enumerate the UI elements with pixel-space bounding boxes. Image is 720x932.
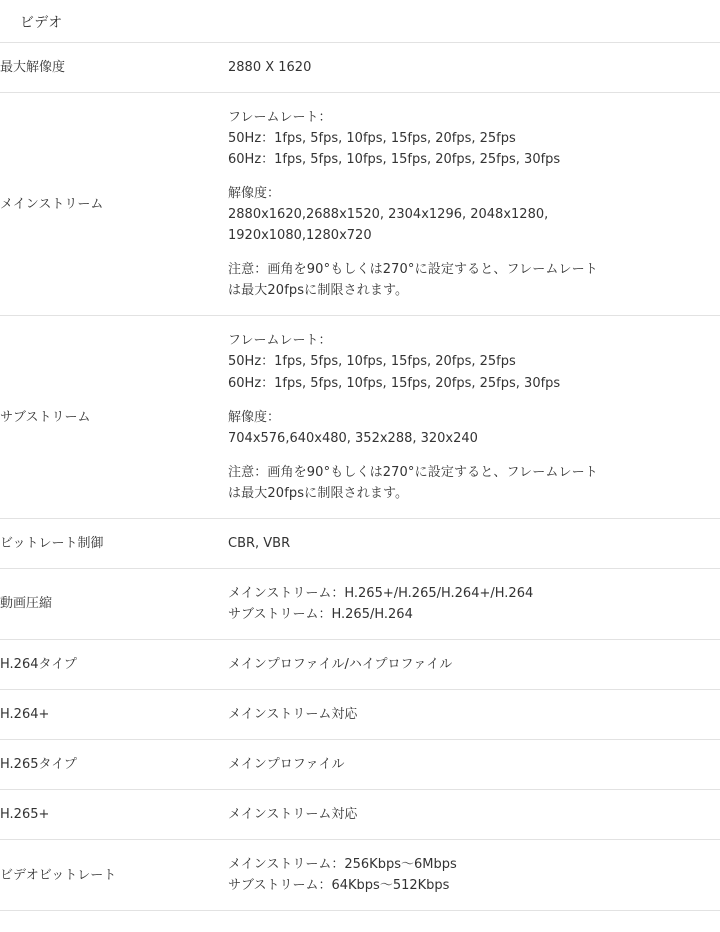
table-row xyxy=(0,790,720,840)
table-row xyxy=(0,518,720,568)
spec-value-cell xyxy=(228,518,720,568)
spec-label-cell: H.265+ xyxy=(0,807,50,823)
spec-value-line: は最大20fpsに制限されます。 xyxy=(228,485,409,501)
table-row xyxy=(0,43,720,93)
table-row xyxy=(0,639,720,689)
page-title: ビデオ xyxy=(20,15,63,31)
spec-value-line: 解像度： xyxy=(228,409,281,425)
spec-label-cell: メインストリーム xyxy=(0,196,104,212)
spec-label-cell: 動画圧縮 xyxy=(0,596,53,612)
table-row xyxy=(0,739,720,789)
spec-value-cell xyxy=(228,43,720,93)
spec-value-line: フレームレート： xyxy=(228,110,332,126)
table-row xyxy=(0,93,720,316)
spec-value-cell xyxy=(228,840,720,911)
table-row xyxy=(0,568,720,639)
spec-value-line: は最大20fpsに制限されます。 xyxy=(228,283,409,299)
spec-label-cell: サブストリーム xyxy=(0,409,91,425)
spec-value-line: メインストリーム：256Kbps〜6Mbps xyxy=(228,857,457,873)
spec-value-line: メインプロファイル xyxy=(228,756,345,772)
spec-value-cell xyxy=(228,316,720,518)
spec-value-cell xyxy=(228,93,720,316)
spec-value-line: 50Hz：1fps, 5fps, 10fps, 15fps, 20fps, 25fps xyxy=(228,131,516,147)
table-row xyxy=(0,840,720,911)
spec-value-cell xyxy=(228,790,720,840)
spec-value-gap xyxy=(228,170,708,183)
spec-value-line: メインストリーム：H.265+/H.265/H.264+/H.264 xyxy=(228,585,534,601)
video-spec-table xyxy=(0,42,720,911)
spec-value-cell xyxy=(228,639,720,689)
spec-value-line: 2880x1620,2688x1520, 2304x1296, 2048x1280, xyxy=(228,207,549,223)
table-row xyxy=(0,316,720,518)
spec-label-cell: H.264タイプ xyxy=(0,656,77,672)
table-row xyxy=(0,689,720,739)
spec-value-line: 50Hz：1fps, 5fps, 10fps, 15fps, 20fps, 25fps xyxy=(228,354,516,370)
spec-value-line: メインストリーム対応 xyxy=(228,807,358,823)
spec-value-line: メインプロファイル/ハイプロファイル xyxy=(228,656,453,672)
spec-value-line: サブストリーム：H.265/H.264 xyxy=(228,606,413,622)
spec-value-line: 解像度： xyxy=(228,186,281,202)
spec-value-line: フレームレート： xyxy=(228,333,332,349)
spec-value-cell xyxy=(228,568,720,639)
spec-value-line: 704x576,640x480, 352x288, 320x240 xyxy=(228,430,478,446)
spec-value-line: 2880 X 1620 xyxy=(228,60,312,75)
spec-value-line: サブストリーム：64Kbps〜512Kbps xyxy=(228,878,450,894)
spec-value-line: 1920x1080,1280x720 xyxy=(228,228,372,244)
spec-value-line: 注意：画角を90°もしくは270°に設定すると、フレームレート xyxy=(228,464,598,480)
spec-table-body xyxy=(0,43,720,911)
spec-value-line: メインストリーム対応 xyxy=(228,706,358,722)
spec-label-cell: H.265タイプ xyxy=(0,756,77,772)
spec-value-gap xyxy=(228,449,708,462)
spec-label-cell: H.264+ xyxy=(0,706,50,722)
spec-value-cell xyxy=(228,689,720,739)
spec-label-cell: 最大解像度 xyxy=(0,60,66,75)
spec-value-cell xyxy=(228,739,720,789)
spec-value-line: 注意：画角を90°もしくは270°に設定すると、フレームレート xyxy=(228,262,598,278)
spec-value-line: 60Hz：1fps, 5fps, 10fps, 15fps, 20fps, 25fps, 30fps xyxy=(228,375,561,391)
spec-label-cell: ビデオビットレート xyxy=(0,867,117,883)
spec-value-gap xyxy=(228,246,708,259)
spec-value-line: 60Hz：1fps, 5fps, 10fps, 15fps, 20fps, 25fps, 30fps xyxy=(228,152,561,168)
spec-value-line: CBR, VBR xyxy=(228,535,291,551)
spec-label-cell: ビットレート制御 xyxy=(0,535,104,551)
spec-value-gap xyxy=(228,394,708,407)
